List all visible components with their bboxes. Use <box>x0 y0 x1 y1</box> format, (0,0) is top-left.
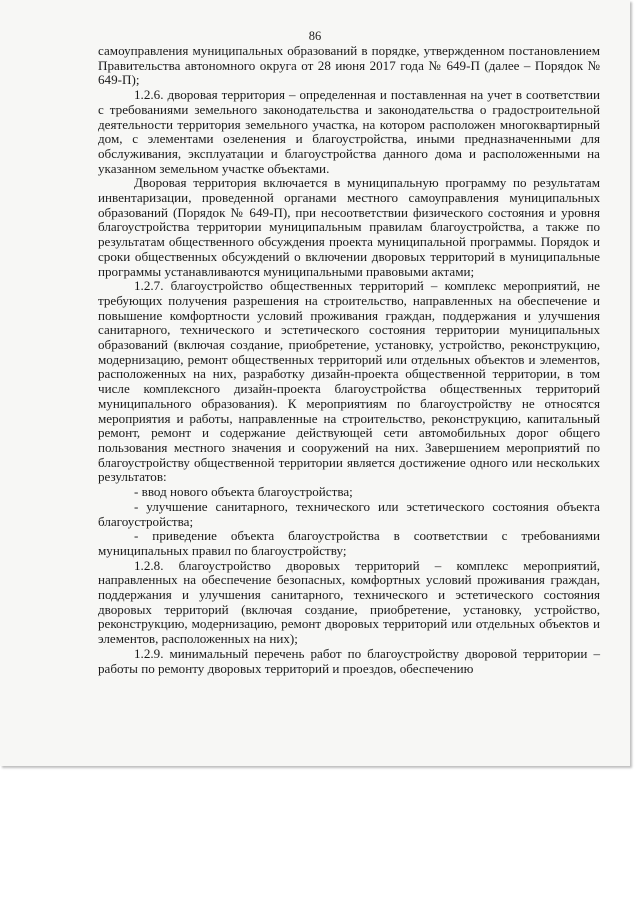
list-item: - ввод нового объекта благоустройства; <box>134 484 353 500</box>
paragraph: 1.2.7. благоустройство общественных территорий – комплекс мероприятий, не требующих получения разрешения на строительство, направленных на обеспечение и повышение комфортности условий проживания граждан, поддержания и улучшения санитарного, технического и эстетического состояния территории муниципальных образований (включая создание, приобретение, установку, устройство, реконструкцию, модернизацию, ремонт общественных территорий или отдельных объектов и элементов, расположенных на них, разработку дизайн-проекта общественной территории, в том числе комплексного дизайн-проекта благоустройства общественных территорий муниципального образования). К мероприятиям по благоустройству не относятся мероприятия и работы, направленные на строительство, реконструкцию, капитальный ремонт, ремонт и содержание действующей сети автомобильных дорог общего пользования местного значения и сооружений на них. Завершением мероприятий по благоустройству общественной территории является достижение одного или нескольких результатов: <box>98 278 600 485</box>
paragraph: 1.2.8. благоустройство дворовых территорий – комплекс мероприятий, направленных на обеспечение безопасных, комфортных условий проживания граждан, поддержания и улучшения санитарного, технического и эстетического состояния дворовых территорий (включая создание, приобретение, установку, устройство, реконструкцию, модернизацию, ремонт дворовых территорий или отдельных объектов и элементов, расположенных на них); <box>98 557 600 647</box>
paragraph: Дворовая территория включается в муниципальную программу по результатам инвентаризации, проведенной органами местного самоуправления муниципальных образований (Порядок № 649-П), при несоответствии физического состояния и уровня благоустройства территории муниципальным правилам благоустройства, а также по результатам общественного обсуждения проекта муниципальной программы. Порядок и сроки общественных обсуждений о включении дворовых территорий в муниципальные программы устанавливаются муниципальными правовыми актами; <box>98 175 600 279</box>
list-item: - приведение объекта благоустройства в соответствии с требованиями муниципальных правил по благоустройству; <box>98 528 600 558</box>
page-number: 86 <box>308 29 322 43</box>
paragraph: самоуправления муниципальных образований в порядке, утвержденном постановлением Правительства автономного округа от 28 июня 2017 года № 649-П (далее – Порядок № 649-П); <box>98 43 600 88</box>
paragraph: 1.2.6. дворовая территория – определенная и поставленная на учет в соответствии с требованиями земельного законодательства и законодательства о градостроительной деятельности территория земельного участка, на котором расположен многоквартирный дом, с элементами озеленения и благоустройства, иными предназначенными для обслуживания, эксплуатации и благоустройства данного дома и расположенными на указанном земельном участке объектами. <box>98 87 600 176</box>
list-item: - улучшение санитарного, технического или эстетического состояния объекта благоустройства; <box>98 498 600 529</box>
document-body <box>98 44 600 676</box>
paragraph: 1.2.9. минимальный перечень работ по благоустройству дворовой территории – работы по ремонту дворовых территорий и проездов, обеспечению <box>98 645 600 676</box>
